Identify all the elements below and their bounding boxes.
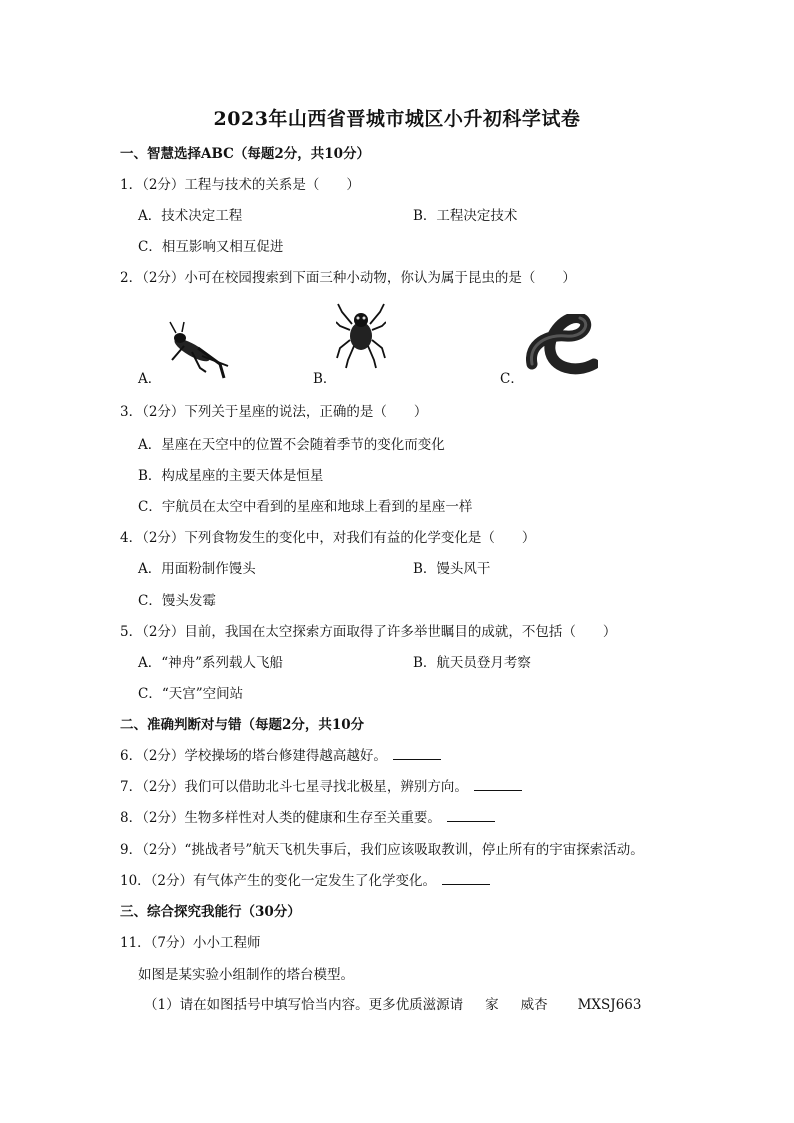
q11-intro: 如图是某实验小组制作的塔台模型。: [138, 967, 354, 983]
q3-option-a: A．星座在天空中的位置不会随着季节的变化而变化: [138, 437, 445, 453]
answer-blank[interactable]: [393, 747, 441, 760]
section-1-heading: 一、智慧选择ABC（每题2分，共10分）: [120, 146, 371, 162]
q5-option-a: A．“神舟”系列载人飞船: [138, 655, 284, 671]
question-8-text: 8．（2分）生物多样性对人类的健康和生存至关重要。: [120, 810, 441, 826]
q11-part-1-text: （1）请在如图括号中填写恰当内容。更多优质滋源请: [144, 997, 464, 1013]
section-3-heading: 三、综合探究我能行（30分）: [120, 904, 301, 920]
question-8: [120, 809, 495, 827]
question-6: [120, 747, 441, 765]
q4-option-b: B．馒头风干: [413, 561, 491, 577]
page-title: 2023年山西省晋城市城区小升初科学试卷: [213, 108, 581, 130]
q2-option-a: A．: [138, 371, 162, 387]
q5-option-b: B．航天员登月考察: [413, 655, 531, 671]
q5-option-c: C．“天宫”空间站: [138, 686, 244, 702]
watermark-word-1: 家: [485, 997, 499, 1013]
grasshopper-image: [162, 320, 232, 382]
q2-option-c: C．: [500, 371, 524, 387]
question-6-text: 6．（2分）学校操场的塔台修建得越高越好。: [120, 748, 387, 764]
q1-option-b: B．工程决定技术: [413, 208, 518, 224]
question-2: 2．（2分）小可在校园搜索到下面三种小动物，你认为属于昆虫的是（ ）: [120, 270, 576, 286]
question-1: 1．（2分）工程与技术的关系是（ ）: [120, 177, 360, 193]
q11-part-1: [144, 996, 641, 1014]
section-2-heading: 二、准确判断对与错（每题2分，共10分: [120, 717, 365, 733]
question-3: 3．（2分）下列关于星座的说法，正确的是（ ）: [120, 404, 428, 420]
answer-blank[interactable]: [447, 809, 495, 822]
question-7: [120, 778, 522, 796]
question-4: 4．（2分）下列食物发生的变化中，对我们有益的化学变化是（ ）: [120, 530, 536, 546]
watermark-word-2: 威杏: [520, 997, 548, 1013]
spider-image: [336, 302, 386, 370]
q4-option-a: A．用面粉制作馒头: [138, 561, 256, 577]
answer-blank[interactable]: [442, 872, 490, 885]
q1-option-c: C．相互影响又相互促进: [138, 239, 284, 255]
watermark-code: MXSJ663: [577, 997, 642, 1013]
question-10-text: 10．（2分）有气体产生的变化一定发生了化学变化。: [120, 873, 437, 889]
q3-option-c: C．宇航员在太空中看到的星座和地球上看到的星座一样: [138, 499, 473, 515]
q1-option-a: A．技术决定工程: [138, 208, 243, 224]
answer-blank[interactable]: [474, 778, 522, 791]
q4-option-c: C．馒头发霉: [138, 593, 216, 609]
q2-option-b: B．: [313, 371, 337, 387]
question-11: 11．（7分）小小工程师: [120, 935, 261, 951]
question-7-text: 7．（2分）我们可以借助北斗七星寻找北极星，辨别方向。: [120, 779, 468, 795]
q3-option-b: B．构成星座的主要天体是恒星: [138, 468, 324, 484]
earthworm-image: [526, 314, 598, 380]
question-9: 9．（2分）“挑战者号”航天飞机失事后，我们应该吸取教训，停止所有的宇宙探索活动。: [120, 842, 644, 858]
question-5: 5．（2分）目前，我国在太空探索方面取得了许多举世瞩目的成就，不包括（ ）: [120, 624, 617, 640]
question-10: [120, 872, 490, 890]
